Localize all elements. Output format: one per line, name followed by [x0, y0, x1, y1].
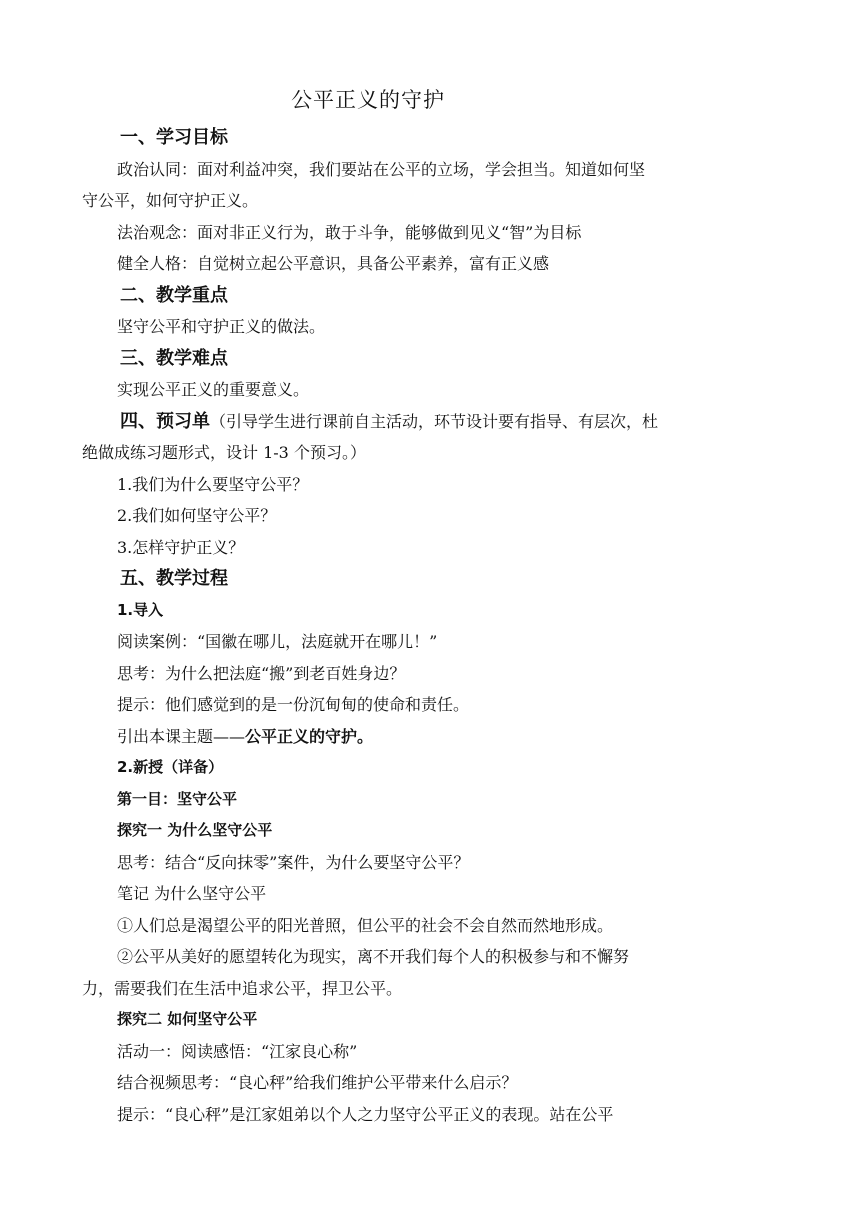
- paragraph: [82, 721, 660, 753]
- paragraph: 阅读案例：“国徽在哪儿，法庭就开在哪儿！”: [117, 632, 438, 651]
- paragraph: 健全人格：自觉树立起公平意识，具备公平素养，富有正义感: [117, 254, 550, 273]
- section-heading-key-points: 二、教学重点: [120, 284, 228, 306]
- document-title: 公平正义的守护: [291, 88, 445, 112]
- document-body: [82, 122, 660, 1130]
- topic-lead: 引出本课主题——: [117, 726, 246, 746]
- list-item: 3.怎样守护正义？: [117, 537, 245, 557]
- section-heading-preview-label: 四、预习单: [120, 410, 210, 432]
- paragraph: ②公平从美好的愿望转化为现实，离不开我们每个人的积极参与和不懈努力，需要我们在生活中追求公平，捍卫公平。: [82, 947, 630, 998]
- paragraph: 思考：结合“反向抹零”案件，为什么要坚守公平？: [117, 852, 470, 872]
- section-heading-objectives: 一、学习目标: [120, 127, 228, 148]
- paragraph: 提示：他们感觉到的是一份沉甸甸的使命和责任。: [117, 695, 470, 714]
- paragraph: 实现公平正义的重要意义。: [117, 380, 310, 399]
- subheading: 第一目：坚守公平: [117, 789, 238, 808]
- paragraph: 提示：“良心秤”是江家姐弟以个人之力坚守公平正义的表现。站在公平: [117, 1104, 614, 1124]
- topic-name: 公平正义的守护。: [245, 726, 374, 746]
- section-heading-preview: [82, 406, 660, 469]
- paragraph: ①人们总是渴望公平的阳光普照，但公平的社会不会自然而然地形成。: [117, 915, 614, 935]
- subheading: 探究二 如何坚守公平: [117, 1010, 258, 1028]
- list-item: 2.我们如何坚守公平？: [117, 506, 277, 525]
- paragraph: 思考：为什么把法庭“搬”到老百姓身边？: [117, 663, 406, 683]
- list-item: 1.我们为什么要坚守公平？: [117, 474, 309, 494]
- section-heading-process: 五、教学过程: [120, 568, 228, 589]
- section-heading-difficulties: 三、教学难点: [120, 347, 228, 369]
- paragraph: 结合视频思考：“良心秤”给我们维护公平带来什么启示？: [117, 1073, 518, 1092]
- subheading: 探究一 为什么坚守公平: [117, 821, 273, 839]
- paragraph: 法治观念：面对非正义行为，敢于斗争，能够做到见义“智”为目标: [117, 222, 582, 242]
- subheading: 2.新授（详备）: [117, 758, 224, 776]
- preview-note: （引导学生进行课前自主活动，环节设计要有指导、有层次，杜绝做成练习题形式，设计 1-3 个预习。）: [82, 411, 659, 462]
- subheading: 1.导入: [117, 600, 164, 619]
- paragraph: 活动一：阅读感悟：“江家良心称”: [117, 1041, 358, 1061]
- paragraph: 坚守公平和守护正义的做法。: [117, 317, 326, 336]
- paragraph: 笔记 为什么坚守公平: [117, 884, 267, 903]
- paragraph: 政治认同：面对利益冲突，我们要站在公平的立场，学会担当。知道如何坚守公平，如何守护正义。: [82, 159, 646, 210]
